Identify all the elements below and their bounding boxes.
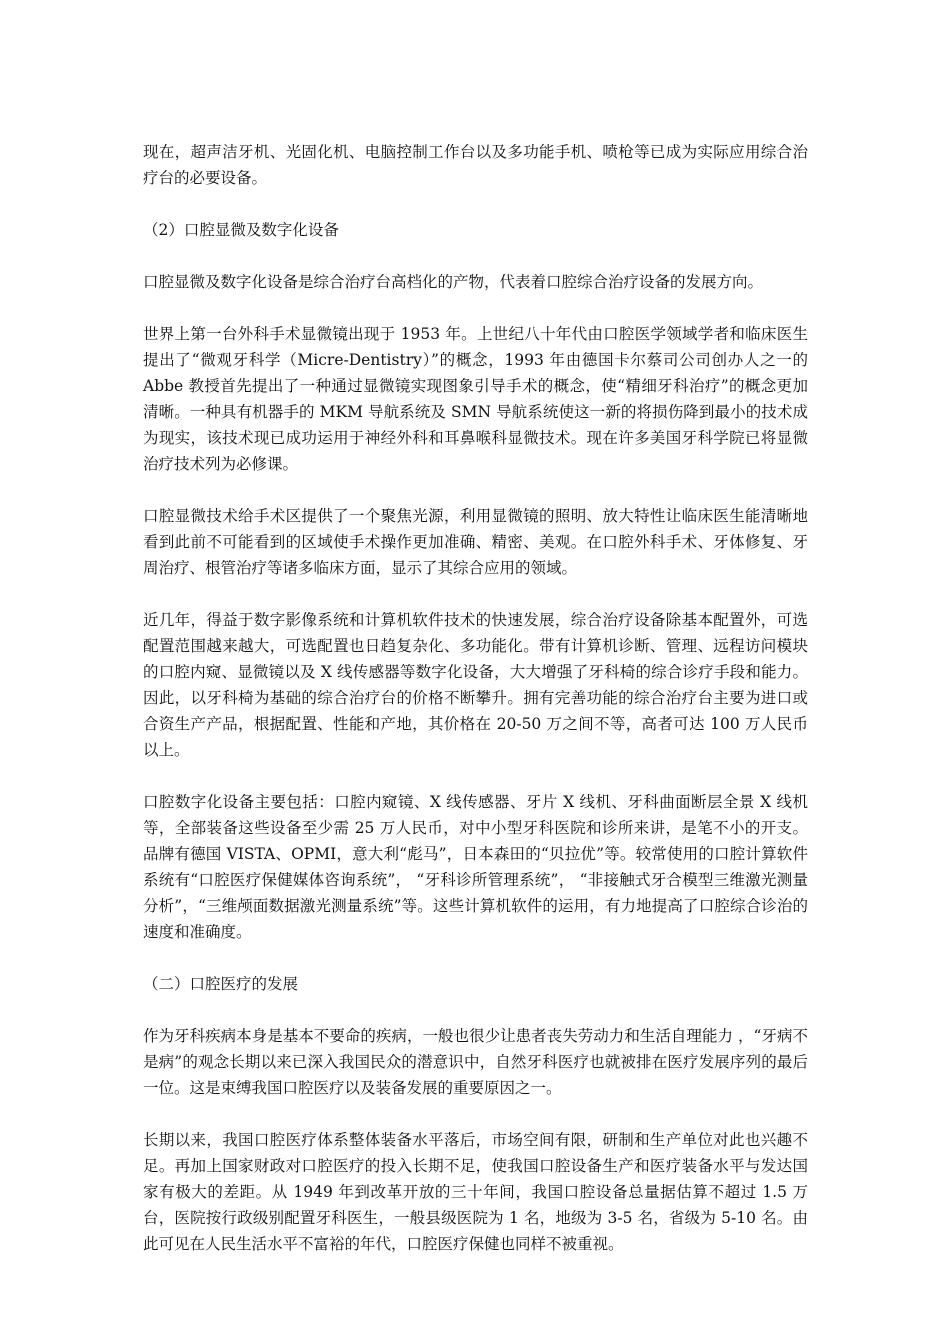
paragraph-dental-perception: 作为牙科疾病本身是基本不要命的疾病，一般也很少让患者丧失劳动力和生活自理能力 ，“牙病不是病”的观念长期以来已深入我国民众的潜意识中，自然牙科医疗也就被排在医疗发展序列的最后一位。这是束缚我国口腔医疗以及装备发展的重要原因之一。 xyxy=(143,1027,808,1097)
section-heading-dental-care: （二）口腔医疗的发展 xyxy=(143,975,299,993)
paragraph-dental-history: 长期以来，我国口腔医疗体系整体装备水平落后，市场空间有限，研制和生产单位对此也兴趣不足。再加上国家财政对口腔医疗的投入长期不足，使我国口腔设备生产和医疗装备水平与发达国家有极大的差距。从 1949 年到改革开放的三十年间，我国口腔设备总量据估算不超过 1.5 万台，医院按行政级别配置牙科医生，一般县级医院为 1 名，地级为 3-5 名，省级为 5-10 名。由此可见在人民生活水平不富裕的年代，口腔医疗保健也同样不被重视。 xyxy=(143,1131,808,1253)
paragraph-microscope-history: 世界上第一台外科手术显微镜出现于 1953 年。上世纪八十年代由口腔医学领域学者和临床医生提出了“微观牙科学（Micre-Dentistry）”的概念，1993 年由德国卡尔蔡司公司创办人之一的 Abbe 教授首先提出了一种通过显微镜实现图象引导手术的概念，使“精细牙科治疗”的概念更加清晰。一种具有机器手的 MKM 导航系统及 SMN 导航系统使这一新的将损伤降到最小的技术成为现实，该技术现已成功运用于神经外科和耳鼻喉科显微技术。现在许多美国牙科学院已将显微治疗技术列为必修课。 xyxy=(143,325,808,473)
section-heading-microscopy: （2）口腔显微及数字化设备 xyxy=(143,221,339,239)
paragraph-digital-trends: 近几年，得益于数字影像系统和计算机软件技术的快速发展，综合治疗设备除基本配置外，可选配置范围越来越大，可选配置也日趋复杂化、多功能化。带有计算机诊断、管理、远程访问模块的口腔内窥、显微镜以及 X 线传感器等数字化设备，大大增强了牙科椅的综合诊疗手段和能力。因此，以牙科椅为基础的综合治疗台的价格不断攀升。拥有完善功能的综合治疗台主要为进口或合资生产产品，根据配置、性能和产地，其价格在 20-50 万之间不等，高者可达 100 万人民币以上。 xyxy=(143,611,808,759)
paragraph-equipment-intro: 现在，超声洁牙机、光固化机、电脑控制工作台以及多功能手机、喷枪等已成为实际应用综合治疗台的必要设备。 xyxy=(143,143,808,187)
paragraph-microscopy-overview: 口腔显微及数字化设备是综合治疗台高档化的产物，代表着口腔综合治疗设备的发展方向。 xyxy=(143,273,764,291)
document-body xyxy=(143,139,808,1283)
paragraph-microscopy-benefits: 口腔显微技术给手术区提供了一个聚焦光源，利用显微镜的照明、放大特性让临床医生能清晰地看到此前不可能看到的区域使手术操作更加准确、精密、美观。在口腔外科手术、牙体修复、牙周治疗、根管治疗等诸多临床方面，显示了其综合应用的领域。 xyxy=(143,507,808,577)
paragraph-digital-equipment: 口腔数字化设备主要包括：口腔内窥镜、X 线传感器、牙片 X 线机、牙科曲面断层全景 X 线机等，全部装备这些设备至少需 25 万人民币，对中小型牙科医院和诊所来讲，是笔不小的开支。品牌有德国 VISTA、OPMI，意大利“彪马”，日本森田的“贝拉优”等。较常使用的口腔计算软件系统有“口腔医疗保健媒体咨询系统”， “牙科诊所管理系统”， “非接触式牙合模型三维激光测量分析”，“三维颅面数据激光测量系统”等。这些计算机软件的运用，有力地提高了口腔综合诊治的速度和准确度。 xyxy=(143,793,808,941)
